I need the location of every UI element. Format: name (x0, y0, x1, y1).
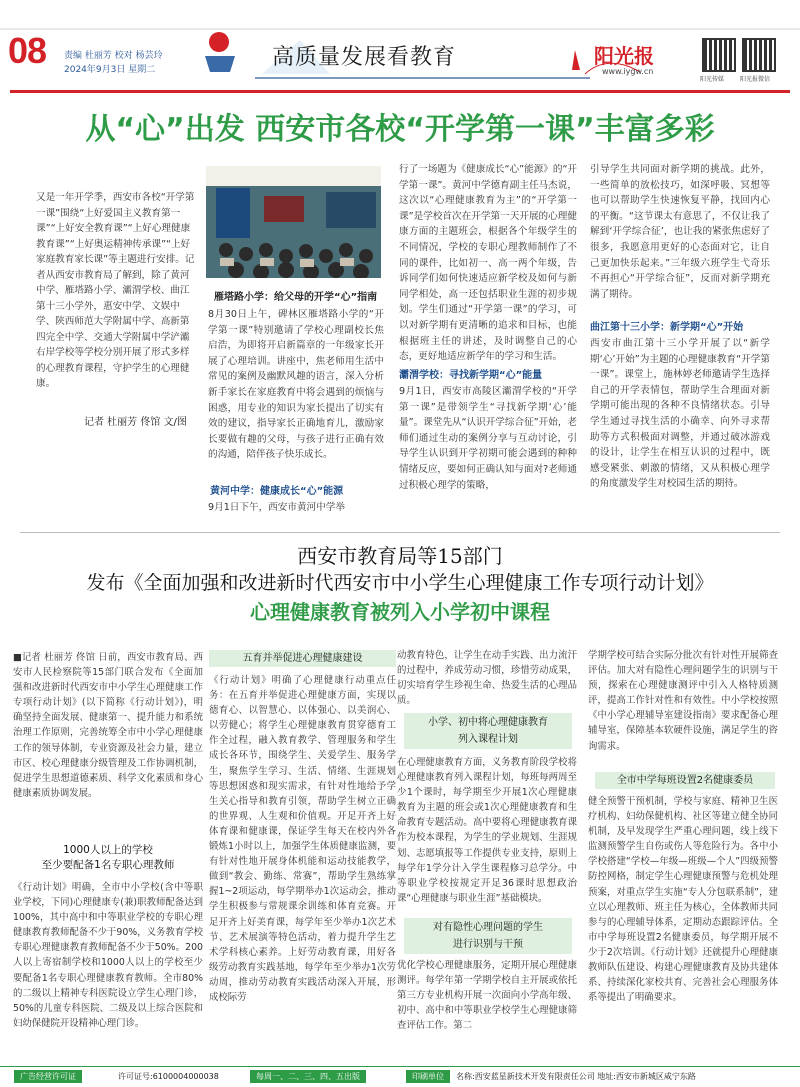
qr-code-icon (742, 38, 776, 72)
article-column: 9月1日，西安市高陵区灞渭学校的“开学第一课”是带领学生“寻找新学期‘心’能量”。课堂先从“认识开学综合征”开始，老师们通过生动的案例分享与互动讨论，引导学生认识到开学初期可能会遇到的种种情绪反应，要如何正确认知与面对?老师通过积极心理学的策略， (399, 386, 578, 491)
second-subheadline: 心理健康教育被列入小学初中课程 (250, 600, 550, 624)
classroom-photo (206, 166, 381, 278)
lead-byline: 记者 杜丽芳 佟馆 文/图 (84, 417, 187, 428)
qr-label: 阳光报微信 (740, 76, 771, 83)
ad-license-label: 广告经营许可证 (14, 1070, 82, 1083)
subheading-box: 小学、初中将心理健康教育 列入课程计划 (404, 713, 572, 749)
header-rule (10, 90, 790, 93)
article-column: 动教育特色，让学生在动手实践、出力流汗的过程中，养成劳动习惯，珍惜劳动成果，切实培育学生珍视生命、热爱生活的心理品质。 (397, 650, 577, 707)
subheading: 黄河中学：健康成长“心”能源 (210, 486, 344, 497)
lead-headline: 从“心”出发 西安市各校“开学第一课”丰富多彩 (85, 112, 715, 147)
article-column: 优化学校心理健康服务，定期开展心理健康测评。每学年第一学期学校自主开展或依托第三方专业机构开展一次面向小学高年级、初中、高中和中等职业学校学生心理健康筛查评估工作。第二 (397, 960, 577, 1032)
subheading-box: 全市中学每班设置2名健康委员 (595, 772, 775, 789)
editor-line: 责编 杜丽芳 校对 杨芸玲 (64, 51, 163, 61)
license-number: 许可证号:6100004000038 (118, 1072, 219, 1081)
second-kicker: 西安市教育局等15部门 (297, 544, 503, 568)
article-column: 行了一场题为《健康成长“心”能源》的“开学第一课”。黄河中学德育副主任马杰说，这次以“心理健康教育为主”的“开学第一课”是学校首次在开学第一天开展的心理健康方面的主题班会，根据各个年级学生的不同情况，学校的专职心理教师制作了不同的课件，比如初一、高一两个年级，告诉同学们如何快速适应新学校及如何与新同学相处，高一还包括职业生涯的初步规划。学生们通过“开学第一课”的学习，可以对新学期有更清晰的追求和目标，也能根据班主任的讲述，及时调整自己的心态，更好地适应新学年的学习和生活。 (399, 164, 578, 363)
subheading-box: 五育并举促进心理健康建设 (209, 650, 396, 667)
subheading: 灞渭学校：寻找新学期“心”能量 (399, 370, 543, 381)
photo-caption: 雁塔路小学：给父母的开学“心”指南 (214, 292, 378, 303)
website: www.iygw.cn (602, 67, 654, 76)
section-title: 高质量发展看教育 (272, 45, 457, 70)
printer-label: 印刷单位 (406, 1070, 450, 1083)
article-column: 8月30日上午，碑林区雁塔路小学的“开学第一课”特别邀请了学校心理副校长焦启浩，为即将开启新篇章的一年级家长开展了心理培训。讲座中，焦老师用生活中常见的案例及幽默风趣的语言，深入分析新手家长在家庭教育中将会遇到的烦恼与困惑，用专业的知识为家长提出了切实有效的建议，指导家长正确地育儿，激励家长要做有趣的父母，与孩子进行正确有效的沟通，陪伴孩子快乐成长。 (208, 309, 384, 461)
page-number: 08 (8, 30, 47, 71)
article-column: 健全预警干预机制，学校与家庭、精神卫生医疗机构、妇幼保健机构、社区等建立健全协同机制，及早发现学生严重心理问题，线上线下监测预警学生自伤或伤人等危险行为。各中小学校搭建“学校—年级—班级—个人”四级预警防控网格，制定学生心理健康预警与危机处理预案，对重点学生实施“专人分包联系制”，建立以心理教师、班主任为核心，全体教师共同参与的心理辅导体系，定期动态跟踪评估。全市中学每班设置2名健康委员，每学期开展不少于2次培训。《行动计划》还就提升心理健康教师队伍建设、构建心理健康教育及协共建体系、持续深化家校共育、完善社会心理服务体系等提出了明确要求。 (588, 796, 778, 1004)
second-headline: 发布《全面加强和改进新时代西安市中小学生心理健康工作专项行动计划》 (86, 572, 714, 594)
qr-code-icon (702, 38, 736, 72)
article-column: 引导学生共同面对新学期的挑战。此外，一些简单的放松技巧，如深呼吸、冥想等也可以帮助学生快速恢复平静，找回内心的平衡。“这节课太有意思了，不仅让我了解到‘开学综合征’，也让我的紧张焦虑好了很多，我愿意用更好的心态面对它，让自己更加快乐起来。”三年级六班学生弋奇乐不再担心“开学综合征”，反而对新学期充满了期待。 (590, 164, 770, 300)
article-column: 学期学校可结合实际分批次有针对性开展筛查评估。加大对有隐性心理问题学生的识别与干预，探索在心理健康测评中引入人格特质测评，提高工作针对性和有效性。中小学校按照《中小学心理辅导室建设指南》要求配备心理辅导室，保障基本软硬件设施，满足学生的咨询需求。 (588, 650, 778, 752)
newspaper-logo: 阳光报 (594, 44, 654, 68)
article-column: 《行动计划》明确，全市中小学校(含中等职业学校，下同)心理健康专(兼)职教师配备达到100%，其中高中和中等职业学校的专职心理健康教育教师配备不少于90%，义务教育学校专职心理健康教育教师配备不少于50%。200人以上寄宿制学校和1000人以上的学校至少要配备1名专职心理健康教育教师。全市80%的二级以上精神专科医院设立学生心理门诊，50%的儿童专科医院、二级及以上综合医院和妇幼保健院开设精神心理门诊。 (13, 882, 203, 1029)
lead-photo (206, 166, 381, 278)
article-column: 9月1日下午，西安市黄河中学举 (208, 502, 345, 513)
publication-schedule: 每周一、二、三、四、五出版 (250, 1070, 366, 1083)
date-line: 2024年9月3日 星期二 (64, 65, 156, 75)
subheading: 曲江第十三小学：新学期“心”开始 (590, 322, 744, 333)
subheading: 1000人以上的学校 至少要配备1名专职心理教师 (41, 844, 175, 871)
article-column: ■记者 杜丽芳 佟馆 日前，西安市教育局、西安市人民检察院等15部门联合发布《全面加强和改进新时代西安市中小学生心理健康工作专项行动计划》(以下简称《行动计划》)，明确坚持全面发展、健康第一、提升能力和系统治理工作原则，完善统筹全市中小学心理健康工作的领导体制，专业资源及社会力量，建立市区、校心理健康分级管理及工作协调机制，促进学生思想道德素质、科学文化素质和身心健康素质协调发展。 (13, 652, 203, 799)
qr-label: 阳光传媒 (700, 76, 725, 83)
article-column: 西安市曲江第十三小学开展了以“新学期‘心’开始”为主题的心理健康教育“开学第一课”。课堂上，施林婷老师邀请学生选择自己的开学表情包，帮助学生合理面对新学期可能出现的各种不良情绪状态。引导学生通过寻找生活的小确幸、向外寻求帮助等方式积极面对调整，并通过破冰游戏的设计，让学生在相互认识的过程中，既感受紧张、刺激的情绪，又从积极心理学的角度激发学生对校园生活的期待。 (590, 338, 770, 490)
lead-intro: 又是一年开学季，西安市各校“开学第一课”围绕“上好爱国主义教育第一课”“上好安全教育课”“上好心理健康教育课”“上好奥运精神传承课”“上好家庭教育家长课”等主题进行安排。记者从西安市教育局了解到，除了黄河中学、雁塔路小学、灞渭学校、曲江第十三小学外，惠安中学、文娱中学、陕西师范大学附属中学、高新第四完全中学、交通大学附属中学浐灞右岸学校等学校分别开展了形式多样的心理教育课程，守护学生的心理健康。 (36, 192, 195, 389)
article-column: 在心理健康教育方面，义务教育阶段学校将心理健康教育列入课程计划，每班每两周至少1个课时，每学期至少开展1次心理健康教育为主题的班会或1次心理健康教育和生命教育专题活动。高中要将心理健康教育课作为校本课程，为学生的学业规划、生涯规划、志愿填报等工作提供专业支持，原则上每学年1学分计入学生课程修习总学分。中等职业学校按规定开足36课时思想政治课“心理健康与职业生涯”基础模块。 (397, 757, 577, 904)
subheading-box: 对有隐性心理问题的学生 进行识别与干预 (404, 918, 572, 954)
printer-info: 名称:西安蓝星新技术开发有限责任公司 地址:西安市新城区咸宁东路 (456, 1072, 696, 1081)
section-divider (20, 532, 780, 533)
article-column: 《行动计划》明确了心理健康行动重点任务：在五育并举促进心理健康方面，实现以德育心、以智慧心、以体强心、以美润心、以劳健心；将学生心理健康教育贯穿德育工作全过程，融入教育教学、管理服务和学生成长各环节，围绕学生、关爱学生、服务学生，聚焦学生学习、生活、情绪、生涯规划等思想困惑和现实需求，有针对性地给予学生关心指导和教育引领，帮助学生树立正确的世界观、人生观和价值观。开足开齐上好体育课和健康课，保证学生每天在校内外各锻炼1小时以上，加强学生体质健康监测，要有针对性地开展身体机能和运动技能教学，做到“教会、勤练、常赛”，帮助学生熟练掌握1~2项运动，每学期举办1次运动会，推动学生积极参与常规课余训练和体育竞赛。开足开齐上好美育课，每学年至少举办1次艺术节、艺术展演等特色活动，着力提升学生艺术学科核心素养。上好劳动教育课，用好各级劳动教育实践基地，每学年至少举办1次劳动周，推动劳动教育实践活动深入开展，形成校际劳 (209, 675, 396, 1003)
